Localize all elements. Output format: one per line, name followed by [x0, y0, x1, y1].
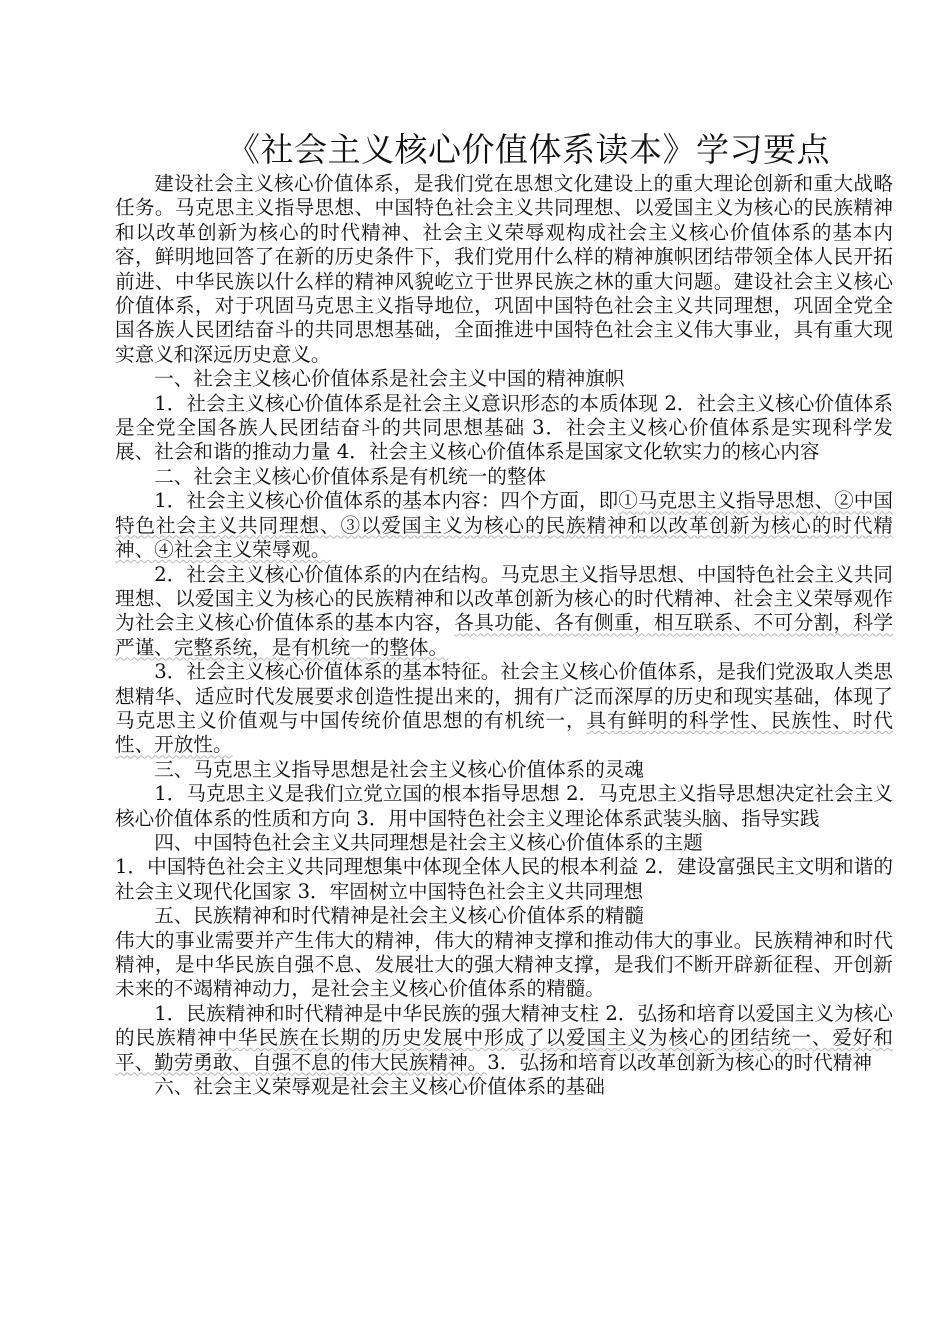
section-2-paragraph-2-text: 2．社会主义核心价值体系的内在结构。马克思主义指导思想、中国特色社会主义共同理想、以爱国主义为核心的民族精神和以改革创新为核心的时代精神、社会主义荣辱观作为社会主义核心价值体系的基本内容， — [115, 562, 893, 635]
section-5-paragraph-2 — [115, 1002, 893, 1075]
section-5-heading: 五、民族精神和时代精神是社会主义核心价值体系的精髓 — [154, 904, 645, 928]
intro-paragraph: 建设社会主义核心价值体系，是我们党在思想文化建设上的重大理论创新和重大战略任务。马克思主义指导思想、中国特色社会主义共同理想、以爱国主义为核心的民族精神和以改革创新为核心的时代精神、社会主义荣辱观构成社会主义核心价值体系的基本内容，鲜明地回答了在新的历史条件下，我们党用什么样的精神旗帜团结带领全体人民开拓前进、中华民族以什么样的精神风貌屹立于世界民族之林的重大问题。建设社会主义核心价值体系，对于巩固马克思主义指导地位，巩固中国特色社会主义共同理想，巩固全党全国各族人民团结奋斗的共同思想基础，全面推进中国特色社会主义伟大事业，具有重大现实意义和深远历史意义。 — [115, 172, 893, 366]
section-1-paragraph: 1．社会主义核心价值体系是社会主义意识形态的本质体现 2．社会主义核心价值体系是全党全国各族人民团结奋斗的共同思想基础 3．社会主义核心价值体系是实现科学发展、社会和谐的推动力量 4．社会主义核心价值体系是国家文化软实力的核心内容 — [115, 391, 893, 464]
document-page — [115, 128, 893, 1099]
section-2-heading: 二、社会主义核心价值体系是有机统一的整体 — [154, 464, 547, 488]
section-5-paragraph-1: 伟大的事业需要并产生伟大的精神，伟大的精神支撑和推动伟大的事业。民族精神和时代精神，是中华民族自强不息、发展壮大的强大精神支撑，是我们不断开辟新征程、开创新未来的不竭精神动力，是社会主义核心价值体系的精髓。 — [115, 928, 893, 1001]
section-2-paragraph-3-text: 3．社会主义核心价值体系的基本特征。社会主义核心价值体系，是我们党汲取人类思想精华、适应时代发展要求创造性提出来的，拥有广泛而深厚的历史和现实基础，体现了马克思主义价值观与中国传统价值思想的有机统一， — [115, 660, 893, 732]
section-2-paragraph-3-marked: 具有鲜明的科学性、民族性、时代性、开放性。 — [115, 708, 894, 757]
section-2-paragraph-3 — [115, 660, 893, 758]
section-5-paragraph-2-text: 1．民族精神和时代精神是中华民族的强大精神支柱 2．弘扬和培育以爱国主义为核心的民族精神 — [115, 1001, 893, 1050]
section-3-paragraph: 1．马克思主义是我们立党立国的根本指导思想 2．马克思主义指导思想决定社会主义核心价值体系的性质和方向 3．用中国特色社会主义理论体系武装头脑、指导实践 — [115, 782, 893, 830]
section-2-paragraph-1-marked: ①马克思主义指导思想、②中国特色社会主义共同理想、③以爱国主义为核心的民族精神和以改革创新为核心的时代精神、④社会主义荣辱观。 — [115, 489, 893, 562]
section-1-heading: 一、社会主义核心价值体系是社会主义中国的精神旗帜 — [154, 367, 625, 391]
document-title: 《社会主义核心价值体系读本》学习要点 — [227, 130, 830, 169]
section-4-paragraph: 1．中国特色社会主义共同理想集中体现全体人民的根本利益 2．建设富强民主文明和谐的社会主义现代化国家 3．牢固树立中国特色社会主义共同理想 — [115, 855, 893, 903]
section-4-heading: 四、中国特色社会主义共同理想是社会主义核心价值体系的主题 — [154, 830, 703, 854]
section-2-paragraph-2-marked: 各具功能、各有侧重，相互联系、不可分割，科学严谨、完整系统，是有机统一的整体。 — [115, 611, 894, 659]
section-2-paragraph-1-text: 1．社会主义核心价值体系的基本内容：四个方面，即 — [154, 489, 619, 513]
section-5-paragraph-2-tail: 3．弘扬和培育以改革创新为核心的时代精神 — [487, 1050, 873, 1074]
section-2-paragraph-1 — [115, 489, 893, 562]
section-2-paragraph-2 — [115, 563, 893, 661]
section-3-heading: 三、马克思主义指导思想是社会主义核心价值体系的灵魂 — [154, 757, 645, 781]
section-6-heading: 六、社会主义荣辱观是社会主义核心价值体系的基础 — [154, 1075, 605, 1099]
section-5-paragraph-2-marked: 中华民族在长期的历史发展中形成了以爱国主义为核心的团结统一、爱好和平、勤劳勇敢、自强不息的伟大民族精神。 — [115, 1026, 894, 1074]
